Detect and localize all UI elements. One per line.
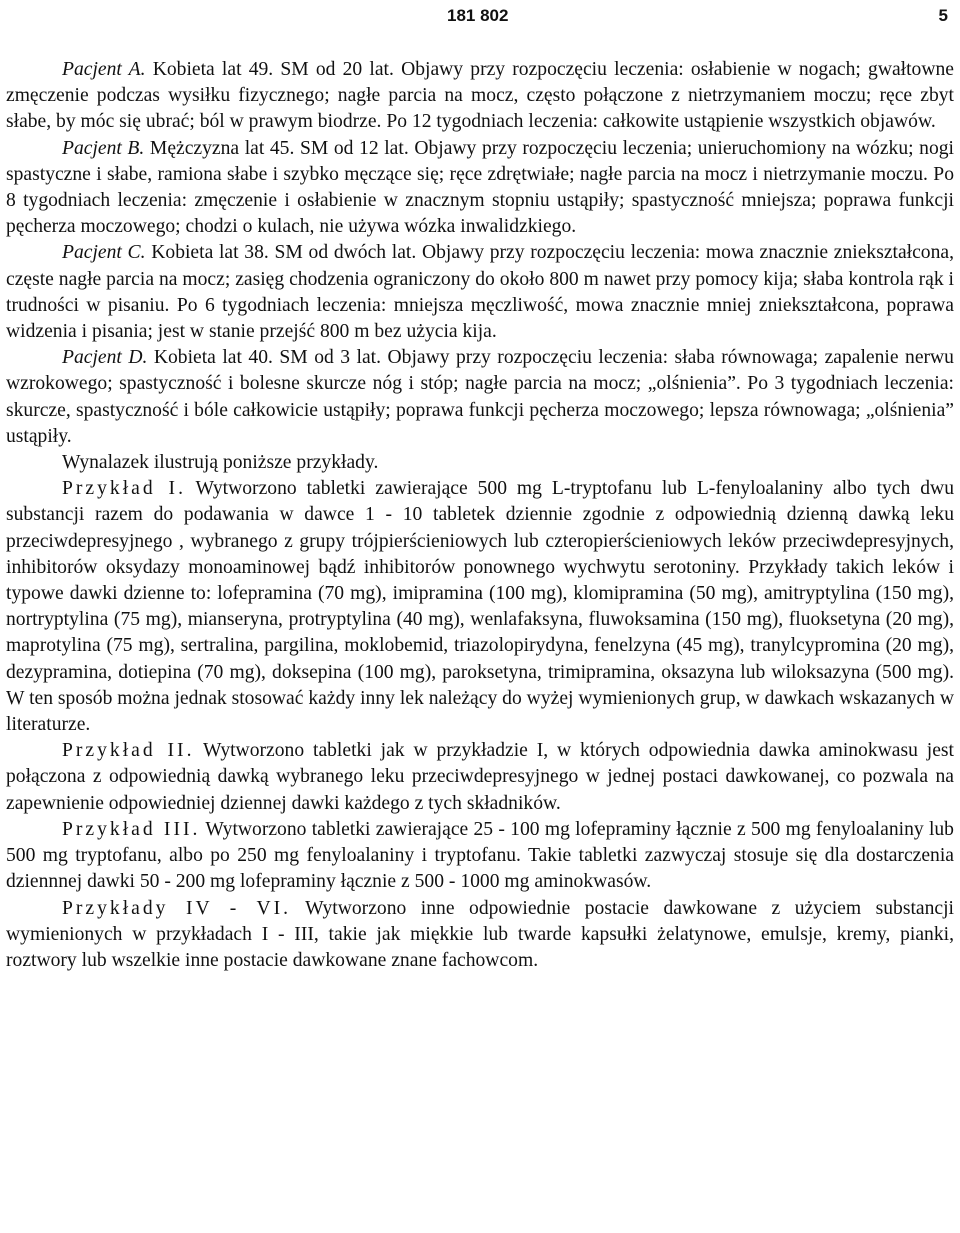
paragraph-example-2 <box>6 738 954 817</box>
paragraph-intro-examples <box>6 450 954 476</box>
example-4-6-label: Przykłady IV - VI. <box>62 897 292 919</box>
page-index: 5 <box>938 6 948 25</box>
patient-b-label: Pacjent B. <box>62 137 145 159</box>
paragraph-patient-a <box>6 57 954 136</box>
patient-b-text: Mężczyzna lat 45. SM od 12 lat. Objawy przy rozpoczęciu leczenia; unieruchomiony na wózku; nogi spastyczne i słabe, ramiona słabe i szybko męczące się; ręce zdrętwiałe; nagłe parcia na mocz i nietrzymanie moczu. Po 8 tygodniach leczenia: zmęczenie i osłabienie w znacznym stopniu ustąpiły; spastyczność mniejsza; poprawa funkcji pęcherza moczowego; chodzi o kulach, nie używa wózka inwalidzkiego. <box>6 137 954 238</box>
document-number: 181 802 <box>447 6 509 25</box>
example-3-label: Przykład III. <box>62 818 201 840</box>
paragraph-example-1 <box>6 476 954 738</box>
paragraph-patient-d <box>6 345 954 450</box>
paragraph-example-4-6 <box>6 896 954 975</box>
patient-d-label: Pacjent D. <box>62 347 148 369</box>
patient-a-text: Kobieta lat 49. SM od 20 lat. Objawy przy rozpoczęciu leczenia: osłabienie w nogach; gwałtowne zmęczenie podczas wysiłku fizycznego; nagłe parcia na mocz, często połączone z nietrzymaniem moczu; ręce zbyt słabe, by móc się ubrać; ból w prawym biodrze. Po 12 tygodniach leczenia: całkowite ustąpienie wszystkich objawów. <box>6 59 955 133</box>
patient-a-label: Pacjent A. <box>62 59 146 80</box>
example-2-label: Przykład II. <box>62 740 195 762</box>
document-body <box>6 57 954 974</box>
example-4-6-text: Wytworzono inne odpowiednie postacie dawkowane z użyciem substancji wymienionych w przykładach I - III, takie jak miękkie lub twarde kapsułki żelatynowe, emulsje, kremy, pianki, roztwory lub wszelkie inne postacie dawkowane znane fachowcom. <box>6 897 954 971</box>
example-2-text: Wytworzono tabletki jak w przykładzie I, w których odpowiednia dawka aminokwasu jest połączona z odpowiednią dawką wybranego leku przeciwdepresyjnego w jednej postaci dawkowanej, co pozwala na zapewnienie odpowiedniej dziennej dawki każdego z tych składników. <box>6 740 954 814</box>
patient-c-label: Pacjent C. <box>62 242 146 264</box>
example-1-label: Przykład I. <box>62 478 186 500</box>
paragraph-example-3 <box>6 817 954 896</box>
paragraph-patient-b <box>6 136 954 241</box>
example-1-text: Wytworzono tabletki zawierające 500 mg L-tryptofanu lub L-fenyloalaniny albo tych dwu substancji razem do podawania w dawce 1 - 10 tabletek dziennie zgodnie z odpowiednią dzienną dawką leku przeciwdepresyjnego , wybranego z grupy trójpierścieniowych lub czteropierścieniowych leków przeciwdepresyjnych, inhibitorów oksydazy monoaminowej bądź inhibitorów ponownego wychwytu serotoniny. Przykłady takich leków i typowe dawki dzienne to: lofepramina (70 mg), imipramina (100 mg), klomipramina (50 mg), amitryptylina (150 mg), nortryptylina (75 mg), mianseryna, protryptylina (40 mg), wenlafaksyna, fluwoksamina (150 mg), fluoksetyna (20 mg), maprotylina (75 mg), sertralina, pargilina, moklobemid, triazolopirydyna, fenelzyna (45 mg), tranylcypromina (20 mg), dezypramina, dotiepina (70 mg), doksepina (100 mg), paroksetyna, trimipramina, oksazyna lub wiloksazyna (500 mg). W ten sposób można jednak stosować każdy inny lek należący do wyżej wymienionych grup, w dawkach wskazanych w literaturze. <box>6 478 954 736</box>
example-3-text: Wytworzono tabletki zawierające 25 - 100 mg lofepraminy łącznie z 500 mg fenyloalaniny lub 500 mg tryptofanu, albo po 250 mg fenyloalaniny i tryptofanu. Takie tabletki zazwyczaj stosuje się dla dostarczenia dziennnej dawki 50 - 200 mg lofepraminy łącznie z 500 - 1000 mg aminokwasów. <box>6 818 954 893</box>
intro-examples-text: Wynalazek ilustrują poniższe przykłady. <box>62 452 379 474</box>
patient-c-text: Kobieta lat 38. SM od dwóch lat. Objawy przy rozpoczęciu leczenia: mowa znacznie zniekształcona, częste nagłe parcia na mocz; zasięg chodzenia ograniczony do około 800 m nawet przy pomocy kija; słaba kontrola rąk i trudności w pisaniu. Po 6 tygodniach leczenia: mniejsza męczliwość, mowa znacznie mniej zniekształcona, poprawa widzenia i pisania; jest w stanie przejść 800 m bez użycia kija. <box>6 242 954 343</box>
patient-d-text: Kobieta lat 40. SM od 3 lat. Objawy przy rozpoczęciu leczenia: słaba równowaga; zapalenie nerwu wzrokowego; spastyczność i bolesne skurcze nóg i stóp; nagłe parcia na mocz; „olśnienia”. Po 3 tygodniach leczenia: skurcze, spastyczność i bóle całkowicie ustąpiły; poprawa funkcji pęcherza moczowego; lepsza równowaga; „olśnienia” ustąpiły. <box>6 347 954 447</box>
page-header <box>0 0 960 40</box>
paragraph-patient-c <box>6 240 954 345</box>
